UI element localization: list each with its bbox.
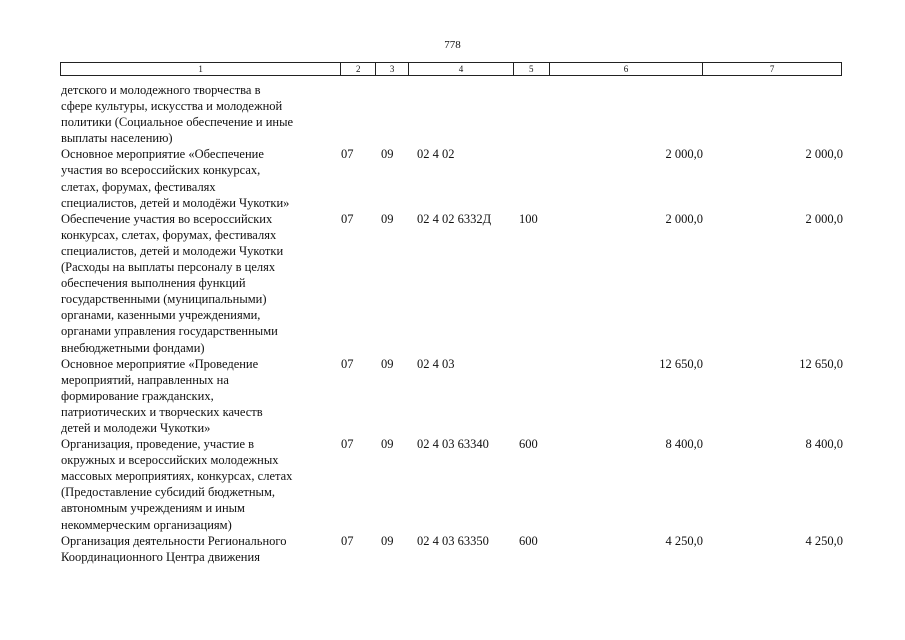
description-line: Координационного Центра движения [61,549,260,564]
description-line: специалистов, детей и молодёжи Чукотки» [61,195,290,210]
amount-col-7: 12 650,0 [799,356,843,371]
amount-col-7: 2 000,0 [805,147,843,162]
expense-type-code: 100 [519,211,538,226]
subsection-code: 09 [381,147,394,162]
description-line: (Расходы на выплаты персоналу в целях [61,260,276,275]
description-line: Обеспечение участия во всероссийских [61,211,273,226]
amount-col-6: 12 650,0 [659,356,703,371]
description-line: специалистов, детей и молодежи Чукотки [61,243,284,258]
subsection-code: 09 [381,211,394,226]
description-line: сфере культуры, искусства и молодежной [61,99,283,114]
section-code: 07 [341,211,354,226]
amount-col-7: 8 400,0 [805,437,843,452]
section-code: 07 [341,437,354,452]
header-col-1: 1 [61,63,341,75]
description-line: органами, казенными учреждениями, [61,308,261,323]
description-line: Организация, проведение, участие в [61,437,255,452]
table-header [60,62,842,76]
description-line: автономным учреждениям и иным [61,501,245,516]
table-row [61,436,843,533]
table-row [61,82,843,146]
description-line: патриотических и творческих качеств [61,404,263,419]
row-description [61,436,341,533]
table-row [61,146,843,210]
description-line: Основное мероприятие «Обеспечение [61,147,264,162]
header-col-3: 3 [376,63,409,75]
header-col-2: 2 [341,63,376,75]
subsection-code: 09 [381,533,394,548]
amount-col-6: 8 400,0 [665,437,703,452]
expense-type-code: 600 [519,533,538,548]
target-article-code: 02 4 03 63350 [417,533,489,548]
header-col-4: 4 [409,63,514,75]
target-article-code: 02 4 03 63340 [417,437,489,452]
description-line: выплаты населению) [61,131,173,146]
description-line: детского и молодежного творчества в [61,83,261,97]
description-line: политики (Социальное обеспечение и иные [61,115,294,130]
expense-type-code: 600 [519,437,538,452]
description-line: Организация деятельности Регионального [61,533,287,548]
table-row [61,211,843,356]
description-line: слетах, форумах, фестивалях [61,179,216,194]
target-article-code: 02 4 03 [417,356,455,371]
description-line: государственными (муниципальными) [61,292,267,307]
description-line: внебюджетными фондами) [61,340,205,355]
target-article-code: 02 4 02 6332Д [417,211,492,226]
description-line: Основное мероприятие «Проведение [61,356,259,371]
description-line: детей и молодежи Чукотки» [61,420,211,435]
amount-col-6: 2 000,0 [665,211,703,226]
description-line: массовых мероприятиях, конкурсах, слетах [61,469,293,484]
target-article-code: 02 4 02 [417,147,455,162]
table-row [61,356,843,436]
section-code: 07 [341,147,354,162]
description-line: окружных и всероссийских молодежных [61,453,279,468]
description-line: конкурсах, слетах, форумах, фестивалях [61,227,277,242]
header-col-5: 5 [514,63,550,75]
row-description [61,82,341,146]
amount-col-6: 2 000,0 [665,147,703,162]
description-line: обеспечения выполнения функций [61,276,246,291]
section-code: 07 [341,356,354,371]
section-code: 07 [341,533,354,548]
description-line: органами управления государственными [61,324,278,339]
row-description [61,533,341,565]
description-line: (Предоставление субсидий бюджетным, [61,485,275,500]
budget-table-body [61,82,843,565]
amount-col-7: 4 250,0 [805,533,843,548]
header-col-7: 7 [769,64,775,74]
header-col-6: 6 [550,63,704,75]
description-line: участия во всероссийских конкурсах, [61,163,261,178]
description-line: некоммерческим организациям) [61,517,232,532]
row-description [61,211,341,356]
amount-col-6: 4 250,0 [665,533,703,548]
table-row [61,533,843,565]
page-number: 778 [444,39,461,51]
description-line: мероприятий, направленных на [61,372,229,387]
row-description [61,146,341,210]
amount-col-7: 2 000,0 [805,211,843,226]
subsection-code: 09 [381,437,394,452]
description-line: формирование гражданских, [61,388,214,403]
subsection-code: 09 [381,356,394,371]
row-description [61,356,341,436]
